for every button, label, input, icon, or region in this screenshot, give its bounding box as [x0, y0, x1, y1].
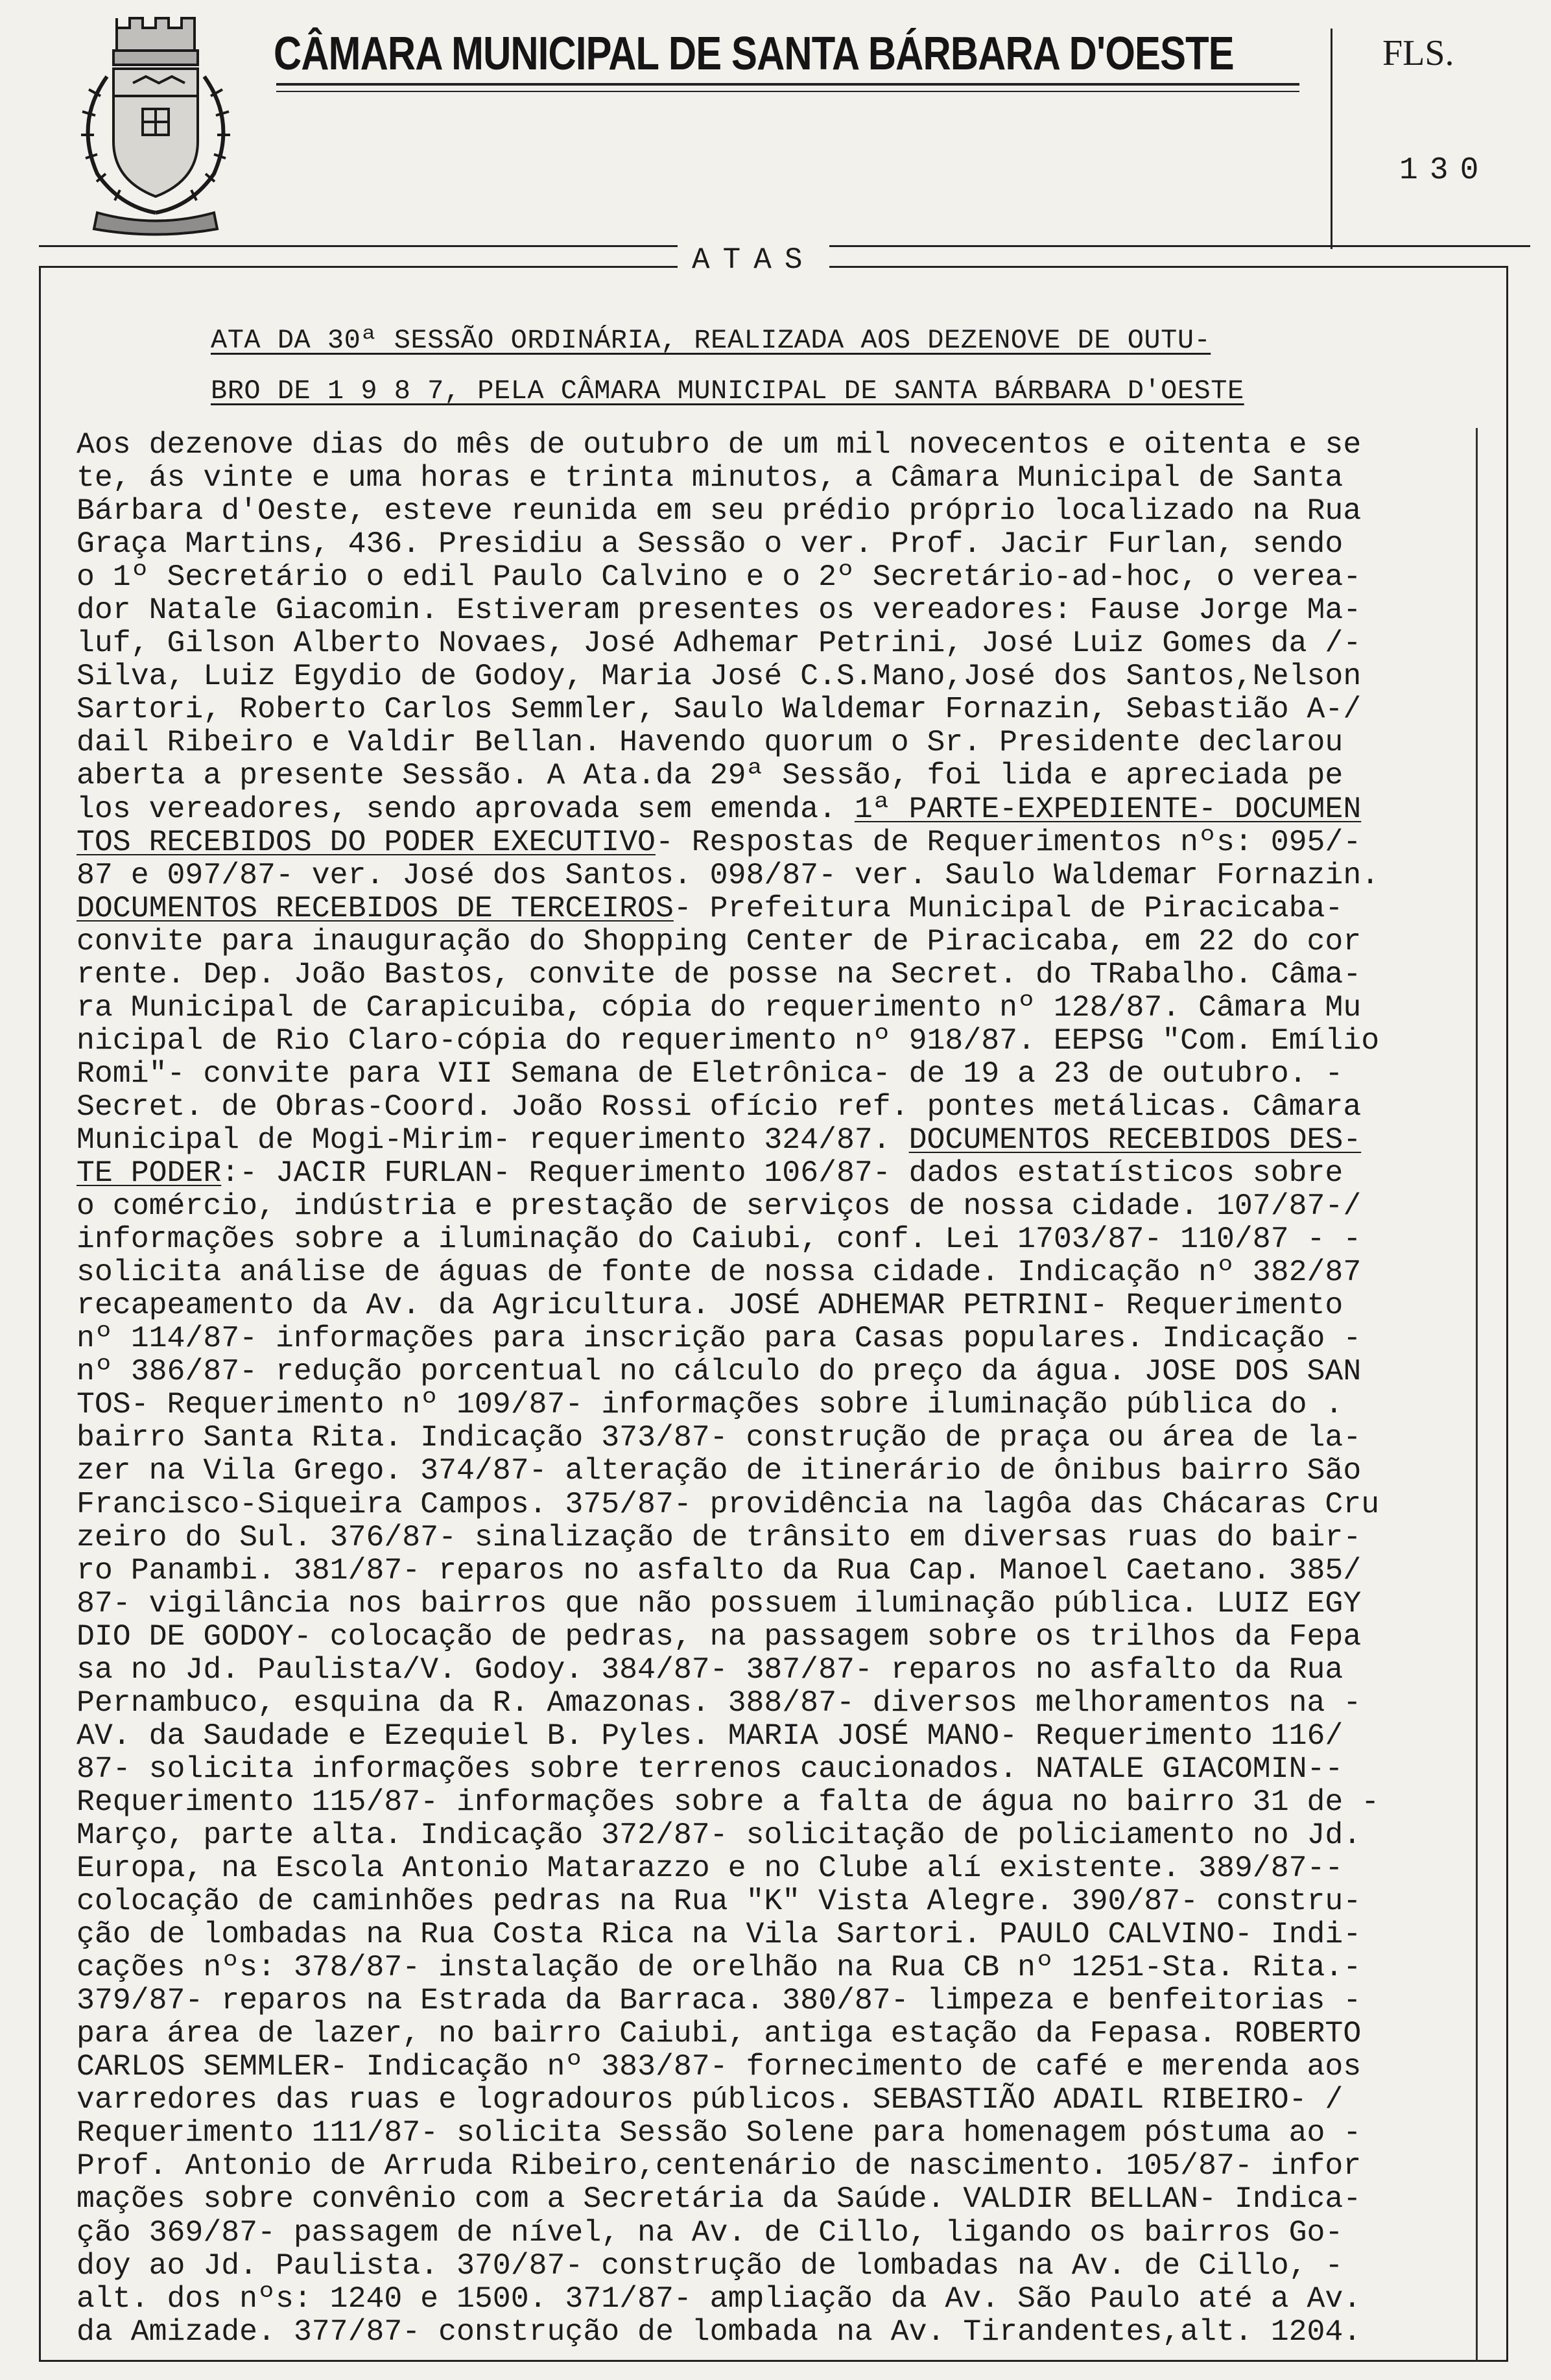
text-segment: mações sobre convênio com a Secretária da Saúde. VALDIR BELLAN- Indica-	[77, 2182, 1362, 2217]
text-segment: aberta a presente Sessão. A Ata.da 29ª Sessão, foi lida e apreciada pe	[77, 758, 1344, 793]
text-segment: Romi"- convite para VII Semana de Eletrônica- de 19 a 23 de outubro. -	[77, 1056, 1344, 1091]
text-line	[77, 2282, 1484, 2315]
text-line	[77, 1189, 1484, 1222]
title-underline	[276, 83, 1299, 86]
text-line	[77, 1488, 1484, 1521]
text-line	[77, 1554, 1484, 1587]
underlined-segment: TE PODER	[77, 1156, 222, 1191]
text-segment: Bárbara d'Oeste, esteve reunida em seu prédio próprio localizado na Rua	[77, 494, 1362, 529]
text-segment: AV. da Saudade e Ezequiel B. Pyles. MARIA JOSÉ MANO- Requerimento 116/	[77, 1718, 1344, 1753]
text-segment: sa no Jd. Paulista/V. Godoy. 384/87- 387/87- reparos no asfalto da Rua	[77, 1652, 1344, 1687]
text-segment: Aos dezenove dias do mês de outubro de um mil novecentos e oitenta e se	[77, 427, 1362, 462]
text-line	[77, 1752, 1484, 1785]
text-line	[77, 2216, 1484, 2249]
text-line	[77, 1851, 1484, 1885]
right-margin-rule	[1476, 428, 1478, 2361]
text-segment: recapeamento da Av. da Agricultura. JOSÉ ADHEMAR PETRINI- Requerimento	[77, 1288, 1344, 1323]
text-line	[77, 925, 1484, 958]
text-segment: 379/87- reparos na Estrada da Barraca. 380/87- limpeza e benfeitorias -	[77, 1983, 1362, 2018]
text-segment: Francisco-Siqueira Campos. 375/87- providência na lagôa das Chácaras Cru	[77, 1486, 1380, 1521]
text-line	[77, 1818, 1484, 1851]
municipal-coat-of-arms	[62, 5, 250, 239]
text-segment: varredores das ruas e logradouros públicos. SEBASTIÃO ADAIL RIBEIRO- /	[77, 2082, 1344, 2117]
text-line	[77, 2182, 1484, 2215]
text-line	[77, 1454, 1484, 1487]
text-line	[77, 958, 1484, 991]
text-line	[77, 1719, 1484, 1752]
section-title: ATAS	[678, 243, 829, 277]
text-segment: Graça Martins, 436. Presidiu a Sessão o ver. Prof. Jacir Furlan, sendo	[77, 527, 1344, 562]
text-line	[77, 1322, 1484, 1355]
text-line	[77, 759, 1484, 792]
text-segment: Pernambuco, esquina da R. Amazonas. 388/87- diversos melhoramentos na -	[77, 1685, 1362, 1720]
text-segment: Sartori, Roberto Carlos Semmler, Saulo Waldemar Fornazin, Sebastião A-/	[77, 692, 1362, 727]
text-segment: o comércio, indústria e prestação de serviços de nossa cidade. 107/87-/	[77, 1189, 1362, 1224]
page-number: 130	[1399, 153, 1491, 188]
text-segment: 87- solicita informações sobre terrenos caucionados. NATALE GIACOMIN--	[77, 1751, 1344, 1786]
text-line	[77, 1156, 1484, 1189]
text-segment: Silva, Luiz Egydio de Godoy, Maria José C.S.Mano,José dos Santos,Nelson	[77, 659, 1362, 694]
text-line	[77, 1355, 1484, 1388]
text-line	[77, 1885, 1484, 1918]
title-underline-thin	[276, 91, 1299, 92]
text-line	[77, 1984, 1484, 2017]
text-line	[77, 1024, 1484, 1057]
text-segment: cações nºs: 378/87- instalação de orelhão na Rua CB nº 1251-Sta. Rita.-	[77, 1950, 1362, 1985]
underlined-segment: DOCUMENTOS RECEBIDOS DES-	[908, 1122, 1362, 1157]
underlined-segment: TOS RECEBIDOS DO PODER EXECUTIVO	[77, 824, 656, 859]
text-line	[77, 1388, 1484, 1421]
text-line	[77, 1090, 1484, 1123]
text-line	[77, 626, 1484, 660]
text-line	[77, 2249, 1484, 2282]
text-segment: Prof. Antonio de Arruda Ribeiro,centenário de nascimento. 105/87- infor	[77, 2148, 1362, 2184]
text-segment: ção 369/87- passagem de nível, na Av. de Cillo, ligando os bairros Go-	[77, 2215, 1344, 2250]
text-line	[77, 1785, 1484, 1818]
text-line	[77, 892, 1484, 925]
text-segment: ção de lombadas na Rua Costa Rica na Vila Sartori. PAULO CALVINO- Indi-	[77, 1917, 1362, 1952]
text-line	[77, 1289, 1484, 1322]
fls-label: FLS.	[1382, 33, 1454, 73]
text-segment: Março, parte alta. Indicação 372/87- solicitação de policiamento no Jd.	[77, 1817, 1362, 1852]
text-segment: te, ás vinte e uma horas e trinta minutos, a Câmara Municipal de Santa	[77, 460, 1344, 495]
text-line	[77, 428, 1484, 461]
text-line	[77, 2315, 1484, 2348]
text-line	[77, 991, 1484, 1024]
text-segment: - Prefeitura Municipal de Piracicaba-	[673, 890, 1344, 925]
text-segment: alt. dos nºs: 1240 e 1500. 371/87- ampliação da Av. São Paulo até a Av.	[77, 2281, 1362, 2316]
text-line	[77, 1123, 1484, 1156]
text-segment: Europa, na Escola Antonio Matarazzo e no Clube alí existente. 389/87--	[77, 1851, 1344, 1886]
text-segment: zeiro do Sul. 376/87- sinalização de trânsito em diversas ruas do bair-	[77, 1519, 1362, 1554]
text-segment: :- JACIR FURLAN- Requerimento 106/87- dados estatísticos sobre	[221, 1156, 1344, 1191]
heading-line-2: BRO DE 1 9 8 7, PELA CÂMARA MUNICIPAL DE SANTA BÁRBARA D'OESTE	[211, 375, 1244, 407]
text-line	[77, 859, 1484, 892]
text-segment: ra Municipal de Carapicuiba, cópia do requerimento nº 128/87. Câmara Mu	[77, 990, 1362, 1025]
text-line	[77, 660, 1484, 693]
text-line	[77, 1686, 1484, 1719]
minutes-body	[77, 428, 1484, 2348]
text-segment: Requerimento 111/87- solicita Sessão Solene para homenagem póstuma ao -	[77, 2115, 1362, 2150]
header-divider	[1331, 29, 1332, 249]
text-segment: para área de lazer, no bairro Caiubi, antiga estação da Fepasa. ROBERTO	[77, 2016, 1362, 2051]
text-segment: o 1º Secretário o edil Paulo Calvino e o 2º Secretário-ad-hoc, o verea-	[77, 560, 1362, 595]
text-line	[77, 1521, 1484, 1554]
text-segment: rente. Dep. João Bastos, convite de posse na Secret. do TRabalho. Câma-	[77, 957, 1362, 992]
heading-line-1: ATA DA 30ª SESSÃO ORDINÁRIA, REALIZADA AOS DEZENOVE DE OUTU-	[211, 325, 1211, 356]
text-segment: nicipal de Rio Claro-cópia do requerimento nº 918/87. EEPSG "Com. Emílio	[77, 1023, 1380, 1058]
institution-title: CÂMARA MUNICIPAL DE SANTA BÁRBARA D'OESTE	[274, 28, 1234, 80]
text-line	[77, 1620, 1484, 1653]
text-line	[77, 693, 1484, 726]
text-segment: da Amizade. 377/87- construção de lombada na Av. Tirandentes,alt. 1204.	[77, 2314, 1362, 2349]
text-line	[77, 1951, 1484, 1984]
text-segment: nº 114/87- informações para inscrição para Casas populares. Indicação -	[77, 1321, 1362, 1356]
text-line	[77, 2050, 1484, 2083]
text-line	[77, 2083, 1484, 2116]
text-segment: - Respostas de Requerimentos nºs: 095/-	[655, 824, 1362, 859]
text-line	[77, 1255, 1484, 1289]
text-segment: Municipal de Mogi-Mirim- requerimento 324/87.	[77, 1122, 909, 1157]
text-segment: nº 386/87- redução porcentual no cálculo do preço da água. JOSE DOS SAN	[77, 1354, 1362, 1389]
text-line	[77, 461, 1484, 494]
text-line	[77, 1653, 1484, 1686]
text-segment: los vereadores, sendo aprovada sem emenda.	[77, 791, 855, 826]
text-line	[77, 494, 1484, 527]
text-segment: colocação de caminhões pedras na Rua "K" Vista Alegre. 390/87- constru-	[77, 1884, 1362, 1919]
text-segment: bairro Santa Rita. Indicação 373/87- construção de praça ou área de la-	[77, 1420, 1362, 1455]
text-segment: DIO DE GODOY- colocação de pedras, na passagem sobre os trilhos da Fepa	[77, 1619, 1362, 1654]
text-line	[77, 1918, 1484, 1951]
text-segment: ro Panambi. 381/87- reparos no asfalto da Rua Cap. Manoel Caetano. 385/	[77, 1553, 1362, 1588]
text-segment: doy ao Jd. Paulista. 370/87- construção de lombadas na Av. de Cillo, -	[77, 2248, 1344, 2283]
text-line	[77, 1421, 1484, 1454]
text-segment: TOS- Requerimento nº 109/87- informações sobre iluminação pública do .	[77, 1387, 1344, 1422]
text-line	[77, 1057, 1484, 1090]
text-segment: solicita análise de águas de fonte de nossa cidade. Indicação nº 382/87	[77, 1255, 1362, 1290]
text-segment: Requerimento 115/87- informações sobre a falta de água no bairro 31 de -	[77, 1784, 1380, 1819]
text-segment: informações sobre a iluminação do Caiubi, conf. Lei 1703/87- 110/87 - -	[77, 1222, 1362, 1257]
text-segment: CARLOS SEMMLER- Indicação nº 383/87- fornecimento de café e merenda aos	[77, 2049, 1362, 2084]
text-line	[77, 726, 1484, 759]
text-line	[77, 593, 1484, 626]
text-segment: 87 e 097/87- ver. José dos Santos. 098/87- ver. Saulo Waldemar Fornazin.	[77, 857, 1380, 892]
text-line	[77, 560, 1484, 593]
text-line	[77, 1222, 1484, 1255]
minutes-heading	[211, 315, 1443, 416]
text-segment: Secret. de Obras-Coord. João Rossi ofício ref. pontes metálicas. Câmara	[77, 1089, 1362, 1124]
text-segment: zer na Vila Grego. 374/87- alteração de itinerário de ônibus bairro São	[77, 1453, 1362, 1488]
text-line	[77, 2116, 1484, 2149]
text-segment: dail Ribeiro e Valdir Bellan. Havendo quorum o Sr. Presidente declarou	[77, 725, 1344, 760]
text-line	[77, 527, 1484, 560]
text-segment: luf, Gilson Alberto Novaes, José Adhemar Petrini, José Luiz Gomes da /-	[77, 626, 1362, 661]
text-line	[77, 2017, 1484, 2050]
text-segment: convite para inauguração do Shopping Center de Piracicaba, em 22 do cor	[77, 923, 1362, 958]
text-line	[77, 826, 1484, 859]
underlined-segment: DOCUMENTOS RECEBIDOS DE TERCEIROS	[77, 890, 674, 925]
text-segment: 87- vigilância nos bairros que não possuem iluminação pública. LUIZ EGY	[77, 1586, 1362, 1621]
text-line	[77, 2149, 1484, 2182]
text-line	[77, 1587, 1484, 1620]
text-segment: dor Natale Giacomin. Estiveram presentes os vereadores: Fause Jorge Ma-	[77, 593, 1362, 628]
text-line	[77, 792, 1484, 826]
underlined-segment: 1ª PARTE-EXPEDIENTE- DOCUMEN	[854, 791, 1362, 826]
